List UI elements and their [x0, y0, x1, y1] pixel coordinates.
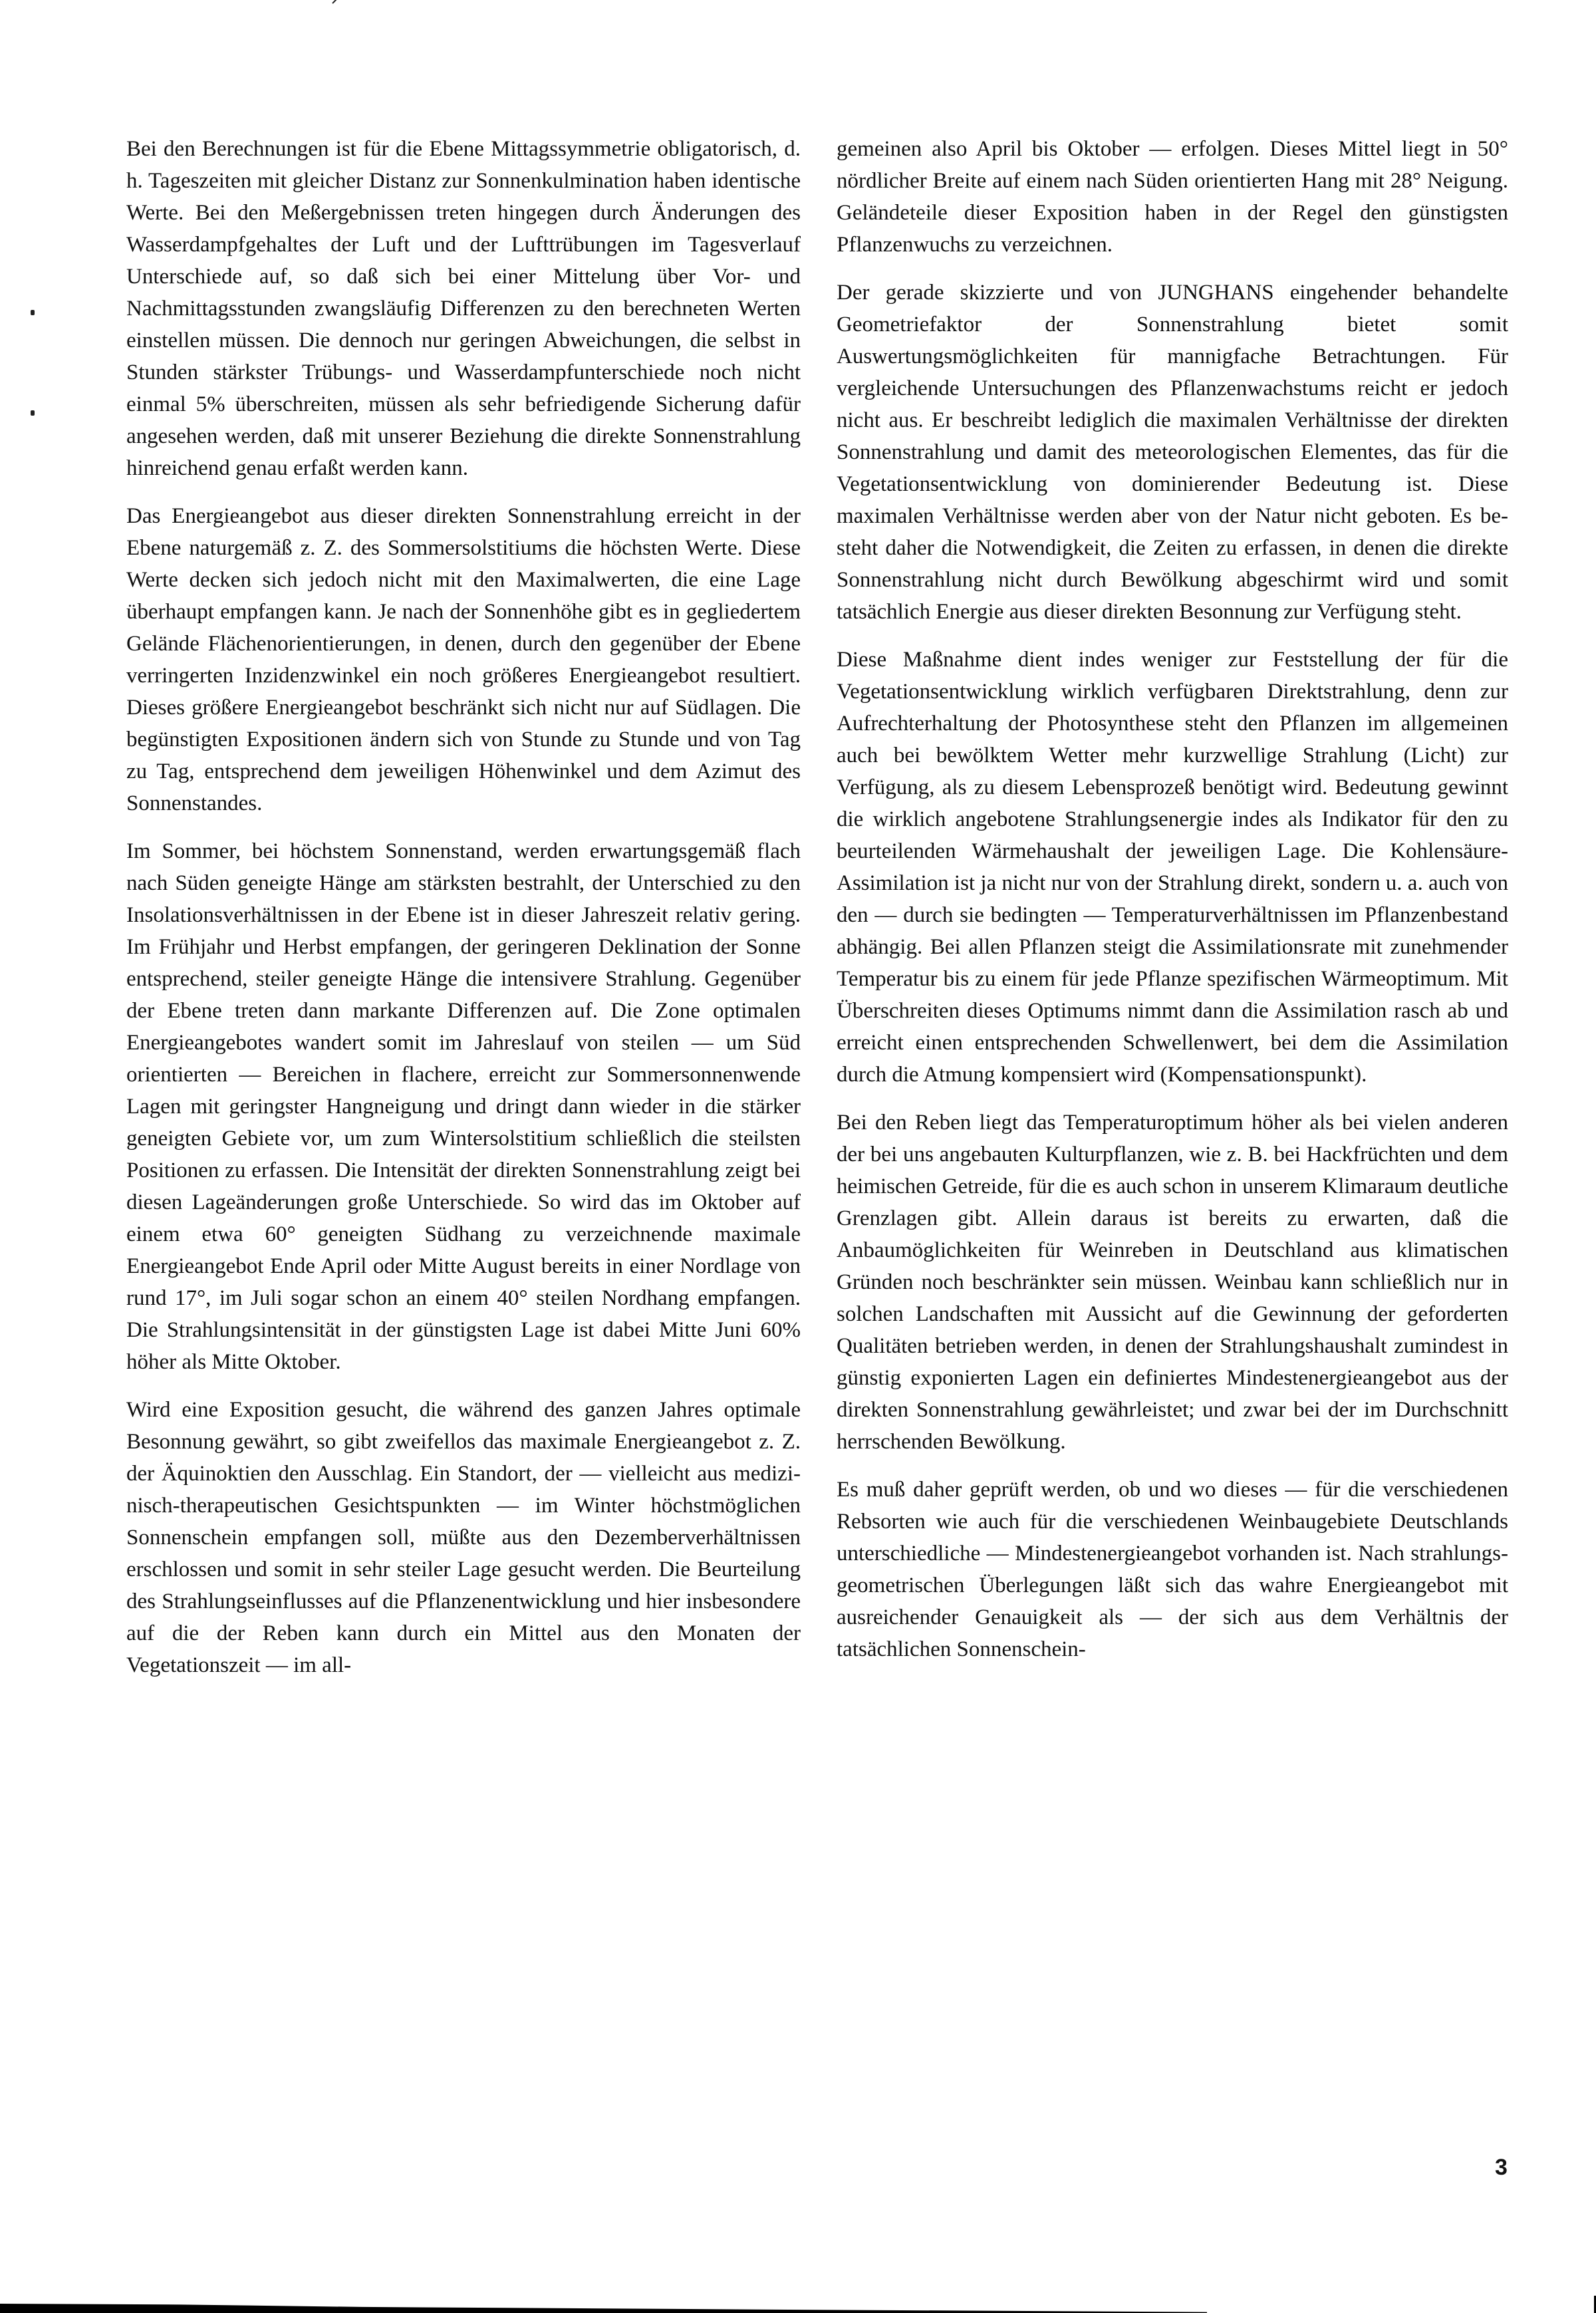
paragraph: Diese Maßnahme dient indes weniger zur Feststellung der für die Vegetationsentwicklung wirklich verfügbaren Direktstrahlung, denn zur Aufrechterhaltung der Photosynthese steht den Pflanzen im allgemeinen auch bei bewölktem Wetter mehr kurzwellige Strahlung (Licht) zur Verfügung, als zu diesem Lebensprozeß benötigt wird. Bedeutung gewinnt die wirklich angebotene Strahlungsenergie indes als Indikator für den zu beurteilenden Wärmehaushalt der jeweiligen Lage. Die Kohlensäure-Assimilation ist ja nicht nur von der Strahlung direkt, sondern u. a. auch von den — durch sie bedingten — Temperaturverhältnissen im Pflanzenbestand abhängig. Bei allen Pflanzen steigt die Assimilationsrate mit zunehmender Temperatur bis zu einem für jede Pflanze spezifischen Wärmeoptimum. Mit Überschreiten dieses Optimums nimmt dann die Assimilation rasch ab und erreicht einen entsprechenden Schwellenwert, bei dem die Assimilation durch die Atmung kompensiert wird (Kompensationspunkt).: [837, 648, 1508, 1087]
paragraph: Im Sommer, bei höchstem Sonnenstand, werden erwartungsgemäß flach nach Süden geneigte Hänge am stärksten bestrahlt, der Unterschied zu den Insolationsverhältnissen in der Ebene ist in dieser Jahreszeit relativ gering. Im Frühjahr und Herbst empfangen, der geringeren Deklination der Sonne entsprechend, steiler geneigte Hänge die intensivere Strahlung. Gegenüber der Ebene treten dann markante Differenzen auf. Die Zone optimalen Energieangebotes wandert somit im Jahreslauf von steilen — um Süd orientierten — Bereichen in flachere, erreicht zur Sommersonnenwende Lagen mit geringster Hangneigung und dringt dann wieder in die stärker geneigten Gebiete vor, um zum Wintersolstitium schließlich die steilsten Positionen zu erfassen. Die Intensität der direkten Sonnenstrahlung zeigt bei diesen Lageänderungen große Unterschiede. So wird das im Oktober auf einem etwa 60° geneigten Südhang zu verzeichnende maximale Energieangebot Ende April oder Mitte August bereits in einer Nordlage von rund 17°, im Juli sogar schon an einem 40° steilen Nordhang empfangen. Die Strahlungsintensität in der günstigsten Lage ist dabei Mitte Juni 60% höher als Mitte Oktober.: [126, 839, 801, 1374]
paragraph: Bei den Reben liegt das Temperaturoptimum höher als bei vielen anderen der bei uns angebauten Kulturpflanzen, wie z. B. bei Hackfrüchten und dem heimischen Getreide, für die es auch schon in unserem Klimaraum deutliche Grenzlagen gibt. Allein daraus ist bereits zu erwarten, daß die Anbaumöglichkeiten für Weinreben in Deutschland aus klimatischen Gründen noch beschränkter sein müssen. Weinbau kann schließlich nur in solchen Landschaften mit Aussicht auf die Gewinnung der geforderten Qualitäten betrieben werden, in denen der Strahlungshaushalt zumindest in günstig exponierten Lagen ein definiertes Mindestenergieangebot aus der direkten Sonnenstrahlung gewährleistet; und zwar bei der im Durchschnitt herrschenden Bewölkung.: [837, 1111, 1508, 1454]
margin-speck: [31, 410, 35, 416]
right-column: [837, 133, 1508, 1681]
scan-artifact-mark: [332, 0, 341, 4]
paragraph: Es muß daher geprüft werden, ob und wo dieses — für die verschiedenen Rebsorten wie auch für die verschiedenen Weinbaugebiete Deutschlands unterschiedliche — Mindestenergieangebot vorhanden ist. Nach strahlungsgeometrischen Überlegungen läßt sich das wahre Energieangebot mit ausreichender Genauigkeit als — der sich aus dem Verhältnis der tatsächlichen Sonnenschein-: [837, 1478, 1508, 1661]
scan-edge-shadow: [0, 2304, 1207, 2313]
paragraph: Bei den Berechnungen ist für die Ebene Mittagssymmetrie obligatorisch, d. h. Tageszeiten mit gleicher Distanz zur Sonnenkulmination haben identische Werte. Bei den Meßergebnissen treten hingegen durch Änderungen des Wasserdampfgehaltes der Luft und der Lufttrübungen im Tagesverlauf Unterschiede auf, so daß sich bei einer Mittelung über Vor- und Nachmittagsstunden zwangsläufig Differenzen zu den berechneten Werten einstellen müssen. Die dennoch nur geringen Abweichungen, die selbst in Stunden stärkster Trübungs- und Wasserdampfunterschiede noch nicht einmal 5% überschreiten, müssen als sehr befriedigende Sicherung dafür angesehen werden, daß mit unserer Beziehung die direkte Sonnenstrahlung hinreichend genau erfaßt werden kann.: [126, 137, 801, 480]
page-number: 3: [1495, 2155, 1508, 2180]
paragraph: gemeinen also April bis Oktober — erfolgen. Dieses Mittel liegt in 50° nördlicher Breite auf einem nach Süden orientierten Hang mit 28° Neigung. Geländeteile dieser Exposition haben in der Regel den günstigsten Pflanzenwuchs zu verzeichnen.: [837, 137, 1508, 257]
margin-speck: [31, 310, 35, 315]
paragraph: Wird eine Exposition gesucht, die während des ganzen Jahres optimale Besonnung gewährt, so gibt zweifellos das maximale Energieangebot z. Z. der Äquinoktien den Ausschlag. Ein Standort, der — vielleicht aus medizinisch-therapeutischen Gesichtspunkten — im Winter höchstmöglichen Sonnenschein empfangen soll, müßte aus den Dezemberverhältnissen erschlossen und somit in sehr steiler Lage gesucht werden. Die Beurteilung des Strahlungseinflusses auf die Pflanzenentwicklung und hier insbesondere auf die der Reben kann durch ein Mittel aus den Monaten der Vegetationszeit — im all-: [126, 1398, 801, 1677]
paragraph: Der gerade skizzierte und von JUNGHANS eingehender behandelte Geometriefaktor der Sonnenstrahlung bietet somit Auswertungsmöglichkeiten für mannigfache Betrachtungen. Für vergleichende Untersuchungen des Pflanzenwachstums reicht er jedoch nicht aus. Er beschreibt lediglich die maximalen Verhältnisse der direkten Sonnenstrahlung und damit des meteorologischen Elementes, das für die Vegetationsentwicklung von dominierender Bedeutung ist. Diese maximalen Verhältnisse werden aber von der Natur nicht geboten. Es besteht daher die Notwendigkeit, die Zeiten zu erfassen, in denen die direkte Sonnenstrahlung nicht durch Bewölkung abgeschirmt wird und somit tatsächlich Energie aus dieser direkten Besonnung zur Verfügung steht.: [837, 281, 1508, 624]
paragraph: Das Energieangebot aus dieser direkten Sonnenstrahlung erreicht in der Ebene naturgemäß z. Z. des Sommersolstitiums die höchsten Werte. Diese Werte decken sich jedoch nicht mit den Maximalwerten, die eine Lage überhaupt empfangen kann. Je nach der Sonnenhöhe gibt es in gegliedertem Gelände Flächenorientierungen, in denen, durch den gegenüber der Ebene verringerten Inzidenzwinkel ein noch größeres Energieangebot resultiert. Dieses größere Energieangebot beschränkt sich nicht nur auf Südlagen. Die begünstigten Expositionen ändern sich von Stunde zu Stunde und von Tag zu Tag, entsprechend dem jeweiligen Höhenwinkel und dem Azimut des Sonnenstandes.: [126, 504, 801, 815]
left-column: [126, 133, 801, 1697]
